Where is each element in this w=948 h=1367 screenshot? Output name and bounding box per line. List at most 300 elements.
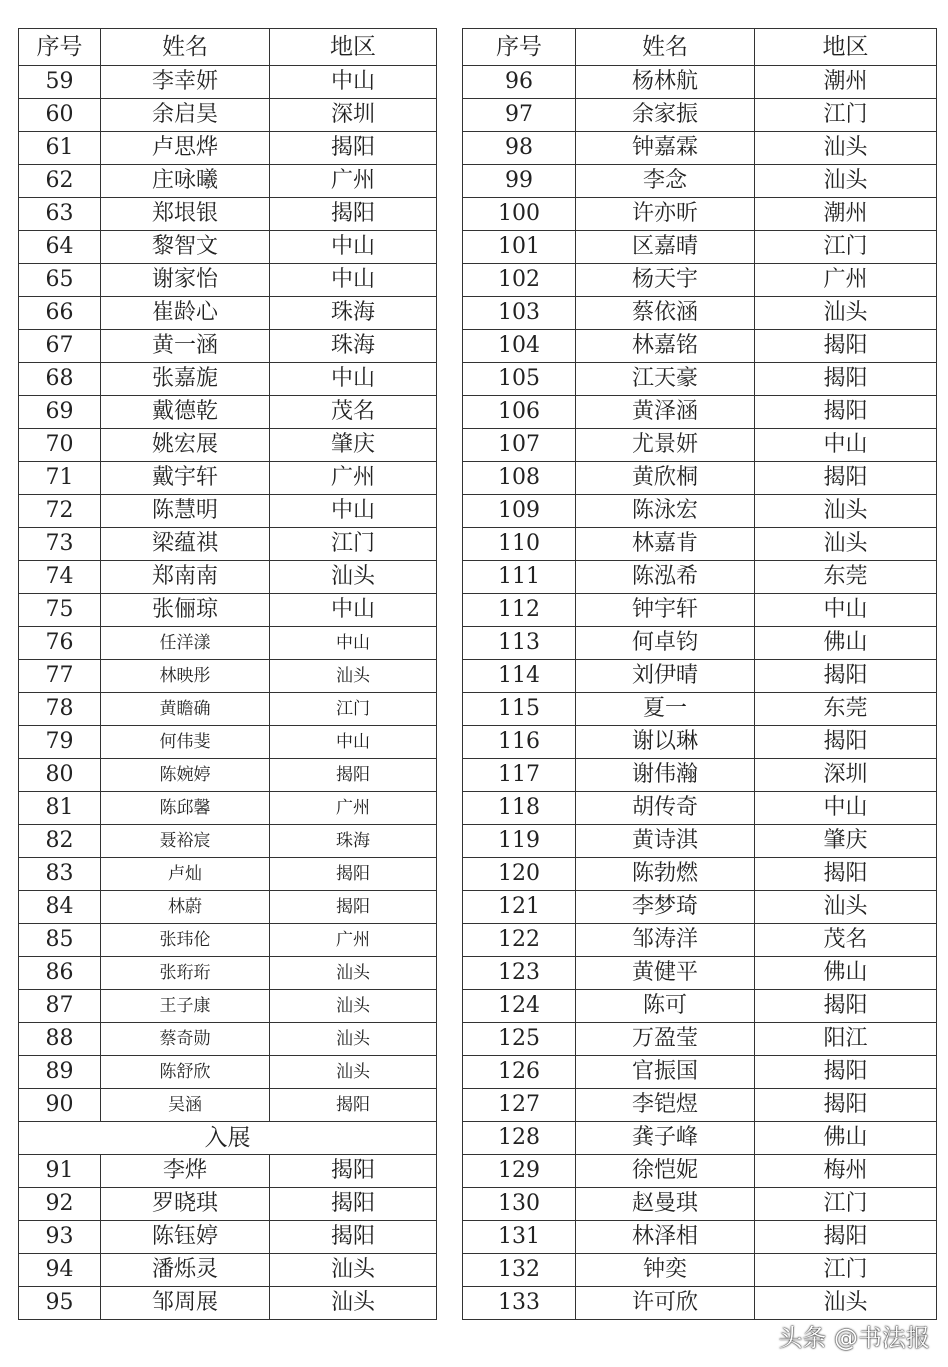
cell-name: 陈慧明: [101, 495, 270, 528]
cell-region: 揭阳: [270, 759, 437, 792]
cell-number: 90: [19, 1089, 101, 1122]
header-row: [463, 29, 937, 66]
cell-region: 佛山: [755, 957, 937, 990]
cell-name: 夏一: [576, 693, 755, 726]
cell-region: 广州: [270, 924, 437, 957]
header-region: 地区: [755, 29, 937, 66]
cell-name: 钟嘉霖: [576, 132, 755, 165]
cell-name: 谢伟瀚: [576, 759, 755, 792]
cell-number: 59: [19, 66, 101, 99]
table-row: [19, 924, 437, 957]
watermark: 头条 @书法报: [778, 1324, 930, 1352]
table-row: [463, 891, 937, 924]
table-row: [463, 66, 937, 99]
cell-number: 124: [463, 990, 576, 1023]
cell-name: 邹涛洋: [576, 924, 755, 957]
table-row: [463, 231, 937, 264]
cell-name: 吴涵: [101, 1089, 270, 1122]
table-row: [19, 198, 437, 231]
table-row: [19, 330, 437, 363]
cell-number: 108: [463, 462, 576, 495]
table-row: [19, 165, 437, 198]
cell-region: 汕头: [270, 1023, 437, 1056]
cell-region: 梅州: [755, 1155, 937, 1188]
cell-number: 77: [19, 660, 101, 693]
cell-region: 揭阳: [755, 858, 937, 891]
cell-region: 广州: [270, 165, 437, 198]
cell-name: 林嘉肯: [576, 528, 755, 561]
cell-region: 江门: [270, 528, 437, 561]
table-row: [19, 726, 437, 759]
cell-number: 73: [19, 528, 101, 561]
cell-name: 何卓钧: [576, 627, 755, 660]
cell-region: 汕头: [270, 1254, 437, 1287]
cell-number: 71: [19, 462, 101, 495]
table-row: [463, 330, 937, 363]
table-row: [19, 1056, 437, 1089]
cell-number: 97: [463, 99, 576, 132]
cell-name: 林映彤: [101, 660, 270, 693]
cell-number: 132: [463, 1254, 576, 1287]
cell-number: 123: [463, 957, 576, 990]
cell-name: 卢思烨: [101, 132, 270, 165]
table-row: [463, 1089, 937, 1122]
cell-number: 126: [463, 1056, 576, 1089]
cell-name: 戴德乾: [101, 396, 270, 429]
table-row: [463, 1221, 937, 1254]
cell-region: 揭阳: [270, 1188, 437, 1221]
cell-number: 118: [463, 792, 576, 825]
cell-name: 黄瞻确: [101, 693, 270, 726]
table-row: [463, 660, 937, 693]
table-row: [19, 594, 437, 627]
cell-name: 黄欣桐: [576, 462, 755, 495]
table-row: [463, 495, 937, 528]
cell-number: 72: [19, 495, 101, 528]
table-row: [463, 297, 937, 330]
cell-number: 69: [19, 396, 101, 429]
header-no: 序号: [19, 29, 101, 66]
cell-name: 龚子峰: [576, 1122, 755, 1155]
cell-region: 中山: [270, 363, 437, 396]
cell-number: 61: [19, 132, 101, 165]
cell-number: 63: [19, 198, 101, 231]
table-row: [19, 1287, 437, 1320]
section-label: 入展: [19, 1122, 437, 1155]
cell-name: 官振国: [576, 1056, 755, 1089]
cell-name: 陈勃燃: [576, 858, 755, 891]
cell-name: 陈钰婷: [101, 1221, 270, 1254]
cell-number: 116: [463, 726, 576, 759]
table-row: [463, 1056, 937, 1089]
table-row: [19, 759, 437, 792]
cell-name: 黎智文: [101, 231, 270, 264]
cell-region: 中山: [270, 66, 437, 99]
table-row: [19, 495, 437, 528]
table-row: [463, 528, 937, 561]
cell-name: 邹周展: [101, 1287, 270, 1320]
cell-number: 99: [463, 165, 576, 198]
cell-name: 陈可: [576, 990, 755, 1023]
cell-number: 83: [19, 858, 101, 891]
table-row: [463, 462, 937, 495]
cell-number: 96: [463, 66, 576, 99]
cell-name: 谢家怡: [101, 264, 270, 297]
table-row: [463, 594, 937, 627]
cell-region: 东莞: [755, 693, 937, 726]
cell-number: 129: [463, 1155, 576, 1188]
table-row: [19, 660, 437, 693]
cell-number: 120: [463, 858, 576, 891]
cell-region: 深圳: [755, 759, 937, 792]
cell-number: 117: [463, 759, 576, 792]
right-results-table: [462, 28, 937, 1320]
cell-region: 汕头: [755, 528, 937, 561]
cell-name: 余家振: [576, 99, 755, 132]
cell-name: 黄一涵: [101, 330, 270, 363]
table-row: [19, 297, 437, 330]
cell-region: 揭阳: [270, 198, 437, 231]
cell-number: 109: [463, 495, 576, 528]
cell-name: 黄泽涵: [576, 396, 755, 429]
table-row: [19, 1089, 437, 1122]
cell-region: 茂名: [755, 924, 937, 957]
cell-number: 81: [19, 792, 101, 825]
cell-name: 何伟斐: [101, 726, 270, 759]
table-row: [463, 693, 937, 726]
cell-region: 汕头: [755, 165, 937, 198]
cell-name: 杨林航: [576, 66, 755, 99]
cell-number: 67: [19, 330, 101, 363]
cell-number: 100: [463, 198, 576, 231]
table-row: [463, 99, 937, 132]
cell-name: 陈泳宏: [576, 495, 755, 528]
cell-region: 江门: [270, 693, 437, 726]
cell-number: 101: [463, 231, 576, 264]
cell-name: 张珩珩: [101, 957, 270, 990]
cell-region: 汕头: [270, 1056, 437, 1089]
cell-number: 84: [19, 891, 101, 924]
table-row: [463, 990, 937, 1023]
cell-name: 任洋漾: [101, 627, 270, 660]
cell-name: 尤景妍: [576, 429, 755, 462]
table-row: [19, 627, 437, 660]
cell-name: 卢灿: [101, 858, 270, 891]
cell-region: 揭阳: [755, 363, 937, 396]
table-row: [463, 1122, 937, 1155]
cell-number: 88: [19, 1023, 101, 1056]
table-row: [463, 1254, 937, 1287]
cell-region: 揭阳: [755, 990, 937, 1023]
cell-number: 86: [19, 957, 101, 990]
cell-name: 陈舒欣: [101, 1056, 270, 1089]
table-row: [19, 990, 437, 1023]
table-row: [19, 264, 437, 297]
cell-number: 103: [463, 297, 576, 330]
header-name: 姓名: [101, 29, 270, 66]
table-row: [463, 429, 937, 462]
cell-region: 深圳: [270, 99, 437, 132]
cell-region: 江门: [755, 1188, 937, 1221]
cell-number: 75: [19, 594, 101, 627]
cell-region: 汕头: [755, 891, 937, 924]
table-row: [463, 759, 937, 792]
cell-name: 林嘉铭: [576, 330, 755, 363]
cell-region: 揭阳: [270, 132, 437, 165]
cell-name: 梁蕴祺: [101, 528, 270, 561]
cell-number: 128: [463, 1122, 576, 1155]
cell-name: 李念: [576, 165, 755, 198]
cell-name: 区嘉晴: [576, 231, 755, 264]
cell-number: 78: [19, 693, 101, 726]
cell-number: 65: [19, 264, 101, 297]
cell-name: 许亦昕: [576, 198, 755, 231]
cell-number: 133: [463, 1287, 576, 1320]
table-row: [19, 858, 437, 891]
cell-region: 广州: [270, 462, 437, 495]
cell-region: 潮州: [755, 198, 937, 231]
cell-number: 127: [463, 1089, 576, 1122]
cell-name: 陈婉婷: [101, 759, 270, 792]
cell-name: 钟奕: [576, 1254, 755, 1287]
cell-region: 汕头: [755, 132, 937, 165]
cell-region: 江门: [755, 231, 937, 264]
cell-name: 王子康: [101, 990, 270, 1023]
cell-number: 94: [19, 1254, 101, 1287]
cell-name: 李幸妍: [101, 66, 270, 99]
cell-region: 汕头: [270, 990, 437, 1023]
cell-region: 广州: [755, 264, 937, 297]
cell-number: 85: [19, 924, 101, 957]
cell-number: 60: [19, 99, 101, 132]
cell-name: 张俪琼: [101, 594, 270, 627]
cell-name: 钟宇轩: [576, 594, 755, 627]
cell-region: 珠海: [270, 297, 437, 330]
table-row: [463, 1188, 937, 1221]
table-row: [463, 1155, 937, 1188]
cell-region: 揭阳: [755, 1089, 937, 1122]
cell-name: 庄咏曦: [101, 165, 270, 198]
cell-number: 114: [463, 660, 576, 693]
cell-name: 江天豪: [576, 363, 755, 396]
table-row: [463, 1023, 937, 1056]
table-row: [19, 891, 437, 924]
cell-region: 汕头: [270, 561, 437, 594]
cell-region: 中山: [270, 627, 437, 660]
cell-region: 江门: [755, 99, 937, 132]
cell-name: 姚宏展: [101, 429, 270, 462]
cell-region: 揭阳: [755, 660, 937, 693]
cell-region: 揭阳: [270, 1089, 437, 1122]
cell-number: 131: [463, 1221, 576, 1254]
cell-name: 潘烁灵: [101, 1254, 270, 1287]
cell-region: 揭阳: [755, 1056, 937, 1089]
table-row: [19, 1254, 437, 1287]
table-row: [463, 132, 937, 165]
cell-number: 112: [463, 594, 576, 627]
cell-name: 李铠煜: [576, 1089, 755, 1122]
cell-name: 李梦琦: [576, 891, 755, 924]
cell-region: 中山: [270, 726, 437, 759]
cell-region: 汕头: [270, 1287, 437, 1320]
cell-name: 张嘉旎: [101, 363, 270, 396]
table-row: [19, 231, 437, 264]
cell-region: 肇庆: [270, 429, 437, 462]
cell-region: 佛山: [755, 627, 937, 660]
cell-region: 东莞: [755, 561, 937, 594]
table-row: [19, 1155, 437, 1188]
table-row: [19, 792, 437, 825]
cell-region: 揭阳: [755, 1221, 937, 1254]
table-row: [463, 792, 937, 825]
cell-name: 徐恺妮: [576, 1155, 755, 1188]
header-name: 姓名: [576, 29, 755, 66]
cell-name: 郑垠银: [101, 198, 270, 231]
cell-name: 黄诗淇: [576, 825, 755, 858]
cell-number: 111: [463, 561, 576, 594]
cell-number: 68: [19, 363, 101, 396]
cell-number: 107: [463, 429, 576, 462]
cell-name: 李烨: [101, 1155, 270, 1188]
cell-region: 中山: [755, 429, 937, 462]
header-row: [19, 29, 437, 66]
cell-name: 余启昊: [101, 99, 270, 132]
cell-number: 106: [463, 396, 576, 429]
cell-number: 89: [19, 1056, 101, 1089]
cell-number: 98: [463, 132, 576, 165]
table-row: [463, 198, 937, 231]
section-row: [19, 1122, 437, 1155]
table-row: [19, 1221, 437, 1254]
cell-name: 林泽相: [576, 1221, 755, 1254]
cell-region: 汕头: [270, 660, 437, 693]
cell-name: 戴宇轩: [101, 462, 270, 495]
cell-number: 125: [463, 1023, 576, 1056]
cell-name: 陈邱馨: [101, 792, 270, 825]
cell-region: 汕头: [755, 1287, 937, 1320]
table-row: [19, 66, 437, 99]
table-row: [463, 1287, 937, 1320]
table-row: [463, 165, 937, 198]
cell-region: 汕头: [755, 495, 937, 528]
cell-region: 揭阳: [755, 462, 937, 495]
cell-region: 中山: [270, 495, 437, 528]
table-row: [19, 1188, 437, 1221]
table-row: [463, 858, 937, 891]
cell-number: 102: [463, 264, 576, 297]
left-results-table: [18, 28, 437, 1320]
cell-number: 79: [19, 726, 101, 759]
table-row: [19, 99, 437, 132]
cell-number: 122: [463, 924, 576, 957]
table-row: [463, 726, 937, 759]
cell-region: 汕头: [270, 957, 437, 990]
cell-number: 74: [19, 561, 101, 594]
table-row: [463, 957, 937, 990]
cell-region: 揭阳: [755, 330, 937, 363]
table-row: [19, 693, 437, 726]
cell-region: 阳江: [755, 1023, 937, 1056]
header-region: 地区: [270, 29, 437, 66]
cell-name: 许可欣: [576, 1287, 755, 1320]
table-row: [463, 627, 937, 660]
table-row: [19, 363, 437, 396]
table-row: [19, 396, 437, 429]
cell-number: 80: [19, 759, 101, 792]
cell-number: 110: [463, 528, 576, 561]
table-row: [463, 396, 937, 429]
table-row: [19, 528, 437, 561]
cell-region: 江门: [755, 1254, 937, 1287]
cell-number: 91: [19, 1155, 101, 1188]
table-row: [463, 363, 937, 396]
cell-number: 93: [19, 1221, 101, 1254]
table-row: [19, 957, 437, 990]
cell-name: 张玮伦: [101, 924, 270, 957]
cell-name: 蔡奇勋: [101, 1023, 270, 1056]
cell-name: 陈泓希: [576, 561, 755, 594]
cell-number: 76: [19, 627, 101, 660]
cell-number: 87: [19, 990, 101, 1023]
cell-number: 105: [463, 363, 576, 396]
cell-name: 赵曼琪: [576, 1188, 755, 1221]
cell-region: 广州: [270, 792, 437, 825]
header-no: 序号: [463, 29, 576, 66]
cell-number: 82: [19, 825, 101, 858]
cell-region: 中山: [270, 231, 437, 264]
cell-name: 胡传奇: [576, 792, 755, 825]
cell-region: 潮州: [755, 66, 937, 99]
cell-name: 崔龄心: [101, 297, 270, 330]
cell-region: 揭阳: [270, 858, 437, 891]
table-row: [19, 561, 437, 594]
cell-number: 92: [19, 1188, 101, 1221]
table-row: [19, 825, 437, 858]
cell-region: 中山: [755, 792, 937, 825]
table-row: [19, 132, 437, 165]
table-row: [19, 462, 437, 495]
cell-region: 肇庆: [755, 825, 937, 858]
table-row: [19, 1023, 437, 1056]
cell-number: 119: [463, 825, 576, 858]
cell-number: 95: [19, 1287, 101, 1320]
cell-region: 中山: [755, 594, 937, 627]
cell-number: 115: [463, 693, 576, 726]
cell-name: 林蔚: [101, 891, 270, 924]
table-row: [463, 561, 937, 594]
cell-name: 黄健平: [576, 957, 755, 990]
cell-number: 70: [19, 429, 101, 462]
cell-region: 茂名: [270, 396, 437, 429]
cell-number: 113: [463, 627, 576, 660]
cell-region: 珠海: [270, 825, 437, 858]
cell-name: 万盈莹: [576, 1023, 755, 1056]
cell-number: 66: [19, 297, 101, 330]
cell-name: 郑南南: [101, 561, 270, 594]
cell-region: 揭阳: [270, 891, 437, 924]
cell-name: 杨天宇: [576, 264, 755, 297]
cell-name: 蔡依涵: [576, 297, 755, 330]
cell-region: 揭阳: [270, 1221, 437, 1254]
cell-region: 中山: [270, 594, 437, 627]
cell-name: 罗晓琪: [101, 1188, 270, 1221]
cell-region: 揭阳: [270, 1155, 437, 1188]
table-row: [463, 924, 937, 957]
cell-region: 揭阳: [755, 396, 937, 429]
cell-region: 中山: [270, 264, 437, 297]
table-row: [463, 825, 937, 858]
table-row: [463, 264, 937, 297]
